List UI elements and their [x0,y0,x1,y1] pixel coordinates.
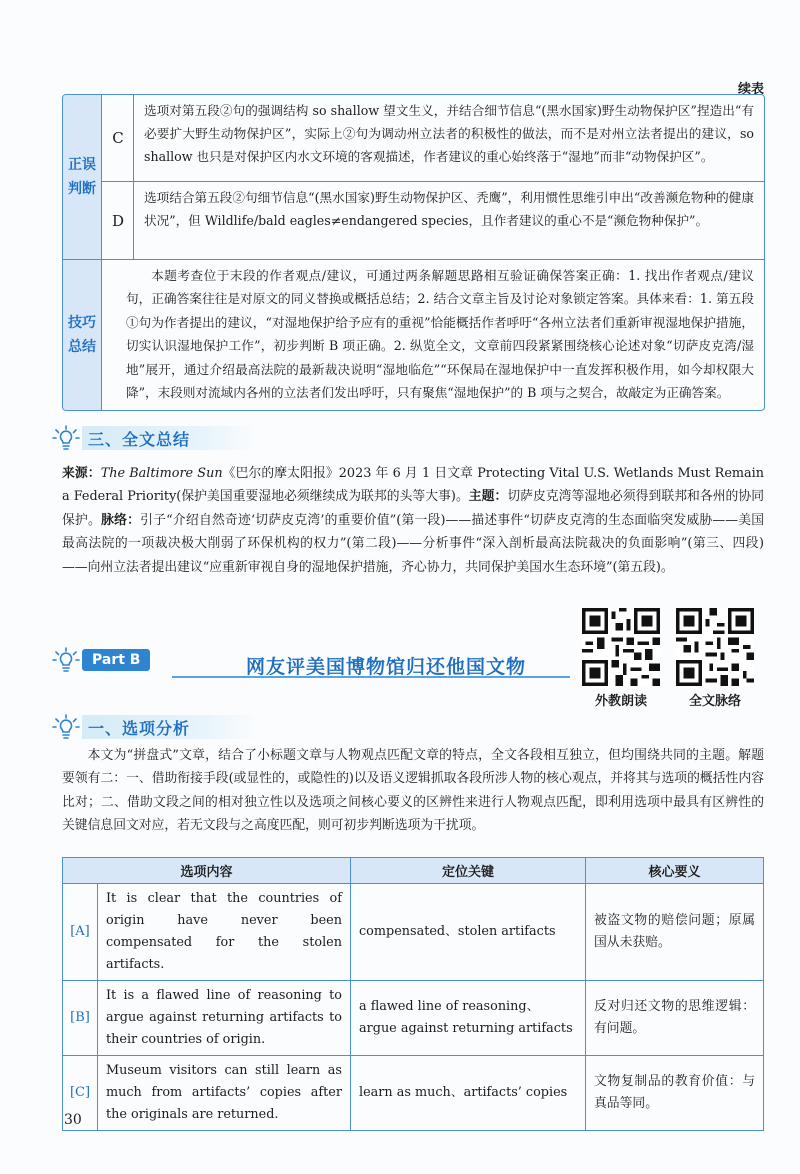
judgment-label: 正误判断 [63,95,101,260]
qr-code-icon[interactable] [676,608,754,686]
table-row [63,981,764,1056]
option-locator: learn as much、artifacts’ copies [351,1056,586,1131]
col-header-content: 选项内容 [63,858,351,884]
table-row [63,1056,764,1131]
option-content: Museum visitors can still learn as much from artifacts’ copies after the originals are returned. [98,1056,351,1131]
option-core: 文物复制品的教育价值：与真品等同。 [586,1056,764,1131]
option-locator: compensated、stolen artifacts [351,884,586,981]
section-options-heading [52,713,258,741]
tips-summary: 本题考查位于末段的作者观点/建议，可通过两条解题思路相互验证确保答案正确：1. 找出作者观点/建议句，正确答案往往是对原文的同义替换或概括总结；2. 结合文章主旨及讨论对象锁定答案。具体来看：1. 第五段①句为作者提出的建议，“对湿地保护给予应有的重视”恰能概括作者呼吁“各州立法者们重新审视湿地保护措施，切实认识湿地保护工作”，初步判断 B 项正确。2. 纵览全文，文章前四段紧紧围绕核心论述对象“切萨皮克湾/湿地”展开，通过介绍最高法院的最新裁决说明“湿地临危”“环保局在湿地保护中一直发挥积极作用，如今却权限大降”，末段则对流域内各州的立法者们发出呼吁，只有聚焦“湿地保护”的 B 项与之契合，故敲定为正确答案。 [101,260,764,410]
section-summary-title: 三、全文总结 [82,426,258,450]
col-header-core: 核心要义 [586,858,764,884]
col-header-locator: 定位关键 [351,858,586,884]
section-options-title: 一、选项分析 [82,715,258,739]
option-core: 被盗文物的赔偿问题；原属国从未获赔。 [586,884,764,981]
qr-label-outline: 全文脉络 [688,694,741,709]
part-b-title: 网友评美国博物馆归还他国文物 [246,656,527,678]
tips-label: 技巧总结 [63,260,101,410]
option-letter-c: C [101,95,134,182]
lightbulb-icon [52,713,80,741]
option-key: [B] [63,981,98,1056]
part-b-header [52,646,150,674]
qr-label-reading: 外教朗读 [594,694,647,709]
option-c-analysis: 选项对第五段②句的强调结构 so shallow 望文生义，并结合细节信息“(黑水国家)野生动物保护区”捏造出“有必要扩大野生动物保护区”，实际上②句为调动州立法者的积极性的做法，而不是对州立法者提出的建议，so shallow 也只是对保护区内水文环境的客观描述，作者建议的重心始终落于“湿地”而非“动物保护区”。 [133,95,764,182]
option-key: [C] [63,1056,98,1131]
option-letter-d: D [101,182,134,260]
summary-paragraph: 来源：The Baltimore Sun《巴尔的摩太阳报》2023 年 6 月 1 日文章 Protecting Vital U.S. Wetlands Must Remain a Federal Priority(保护美国重要湿地必须继续成为联邦的头等大事)。主题：切萨皮克湾等湿地必须得到联邦和各州的协同保护。脉络：引子“介绍自然奇迹‘切萨皮克湾’的重要价值”(第一段)——描述事件“切萨皮克湾的生态面临突发威胁——美国最高法院的一项裁决极大削弱了环保机构的权力”(第二段)——分析事件“深入剖析最高法院裁决的负面影响”(第三、四段)——向州立法者提出建议“应重新审视自身的湿地保护措施，齐心协力，共同保护美国水生态环境”(第五段)。 [62,466,765,575]
option-d-analysis: 选项结合第五段②句细节信息“(黑水国家)野生动物保护区、秃鹰”，利用惯性思维引申出“改善濒危物种的健康状况”，但 Wildlife/bald eagles≠endangered species，且作者建议的重心不是“濒危物种保护”。 [133,182,764,260]
lightbulb-icon [52,646,80,674]
page-number: 30 [64,1112,82,1128]
option-core: 反对归还文物的思维逻辑：有问题。 [586,981,764,1056]
option-content: It is clear that the countries of origin have never been compensated for the stolen artifacts. [98,884,351,981]
analysis-table [62,94,765,411]
option-content: It is a flawed line of reasoning to argue against returning artifacts to their countries of origin. [98,981,351,1056]
continued-label: 续表 [737,82,764,97]
options-intro: 本文为“拼盘式”文章，结合了小标题文章与人物观点匹配文章的特点，全文各段相互独立，但均围绕共同的主题。解题要领有二：一、借助衔接手段(或显性的，或隐性的)以及语义逻辑抓取各段所涉人物的核心观点，并将其与选项的概括性内容比对；二、借助文段之间的相对独立性以及选项之间核心要义的区辨性来进行人物观点匹配，即利用选项中最具有区辨性的关键信息回文对应，若无文段与之高度匹配，则可初步判断选项为干扰项。 [62,748,764,834]
lightbulb-icon [52,424,80,452]
section-summary-heading [52,424,258,452]
options-table [62,857,764,1131]
option-locator: a flawed line of reasoning、argue against returning artifacts [351,981,586,1056]
qr-code-icon[interactable] [582,608,660,686]
part-b-tag: Part B [82,649,150,671]
option-key: [A] [63,884,98,981]
table-row [63,884,764,981]
